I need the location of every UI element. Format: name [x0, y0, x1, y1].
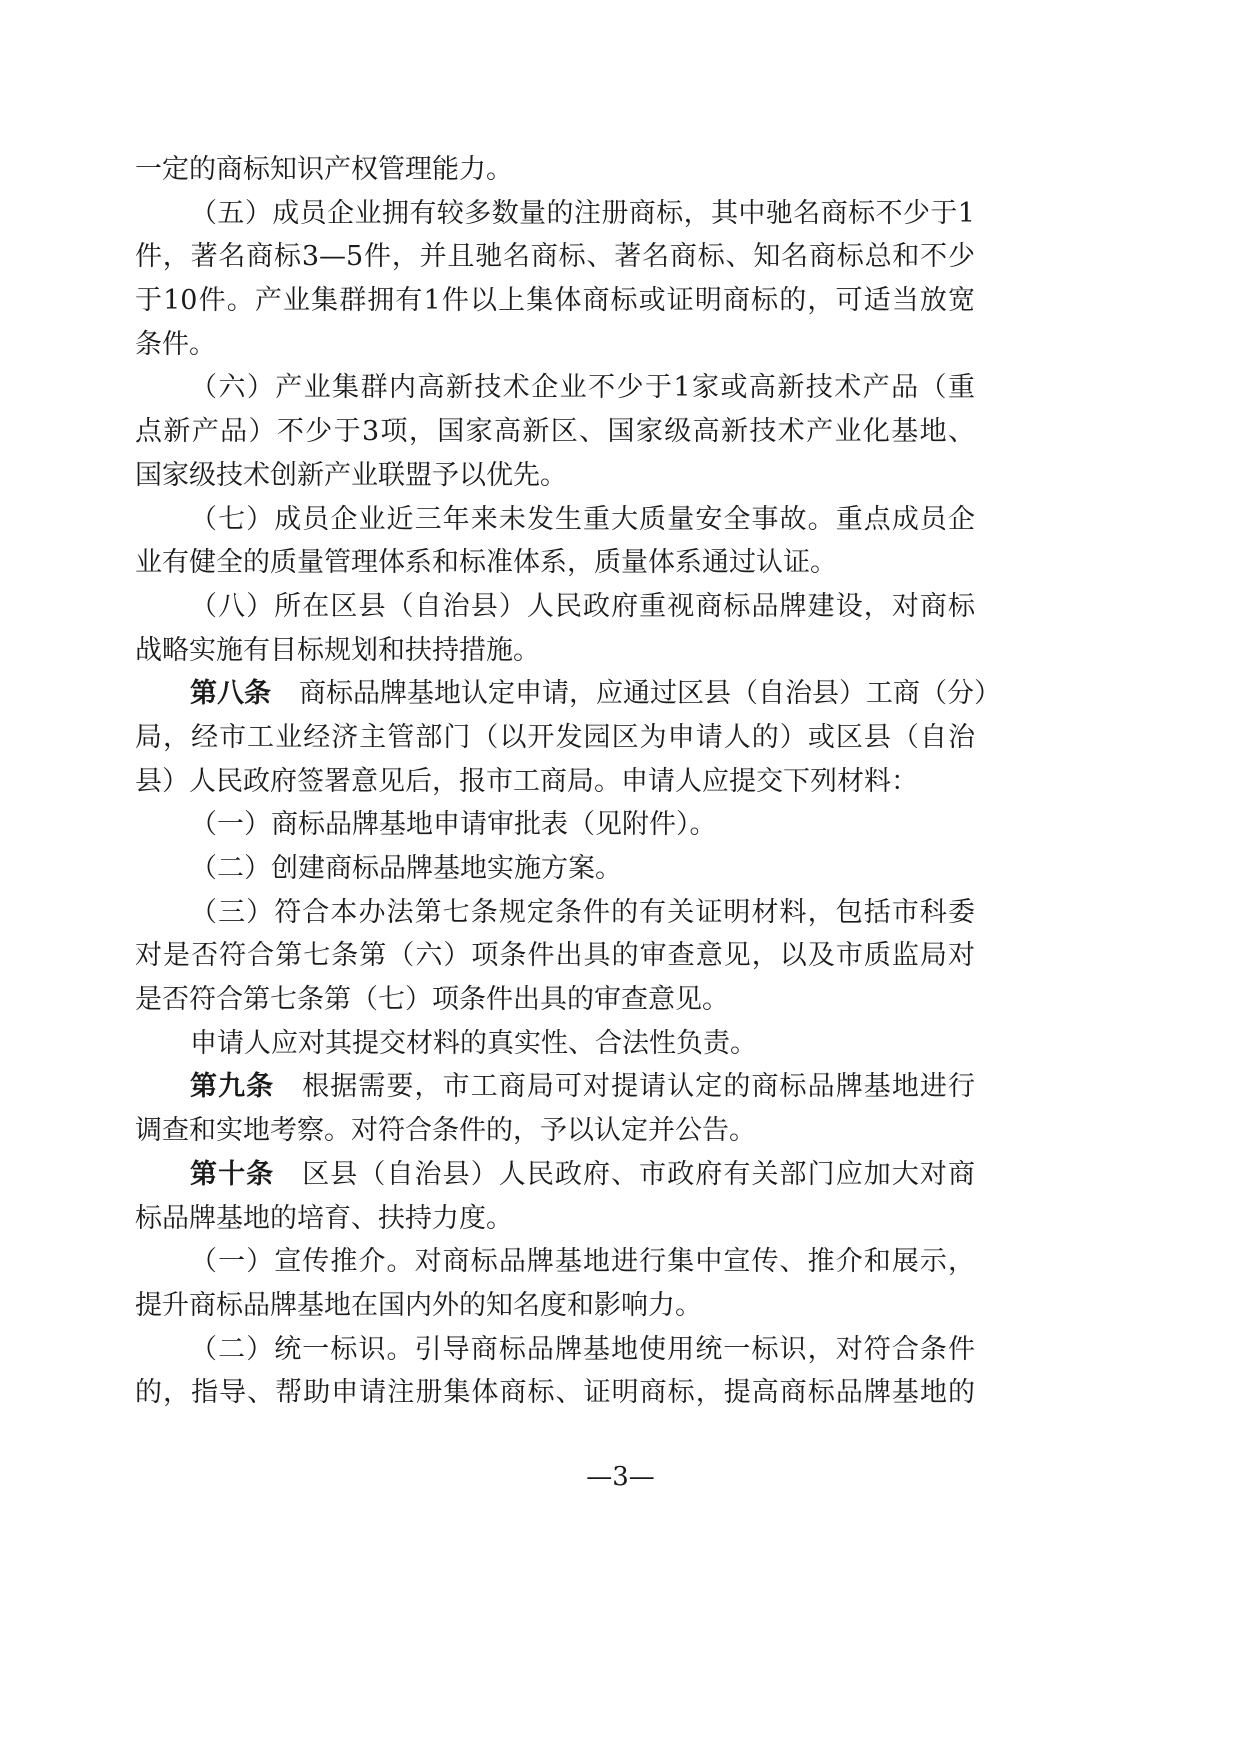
paragraph	[135, 192, 975, 367]
text-line	[135, 716, 975, 760]
text-line	[135, 1022, 975, 1066]
line-text: 于10件。产业集群拥有1件以上集体商标或证明商标的，可适当放宽	[135, 285, 975, 317]
line-text: 是否符合第七条第（七）项条件出具的审查意见。	[135, 984, 729, 1016]
paragraph	[135, 1240, 975, 1327]
line-text: （八）所在区县（自治县）人民政府重视商标品牌建设，对商标	[190, 590, 975, 622]
text-line	[135, 1284, 975, 1328]
text-line	[135, 148, 975, 192]
paragraph	[135, 803, 975, 847]
line-text: 提升商标品牌基地在国内外的知名度和影响力。	[135, 1289, 702, 1321]
line-text: 业有健全的质量管理体系和标准体系，质量体系通过认证。	[135, 547, 837, 579]
text-line	[135, 541, 975, 585]
text-line	[135, 410, 975, 454]
text-line	[135, 585, 975, 629]
text-line	[135, 498, 975, 542]
line-text: 条件。	[135, 328, 216, 360]
paragraph	[135, 672, 1001, 803]
text-line	[135, 1197, 975, 1241]
line-text: 对是否符合第七条第（六）项条件出具的审查意见，以及市质监局对	[135, 940, 975, 972]
text-line	[135, 192, 975, 236]
article-heading: 第十条	[190, 1158, 275, 1190]
text-line	[135, 1240, 975, 1284]
line-text: 的，指导、帮助申请注册集体商标、证明商标，提高商标品牌基地的	[135, 1377, 975, 1409]
page-number: —3—	[586, 1462, 655, 1492]
paragraph	[135, 1153, 975, 1240]
text-line	[135, 629, 975, 673]
text-line	[135, 323, 975, 367]
line-text: 县）人民政府签署意见后，报市工商局。申请人应提交下列材料：	[135, 765, 918, 797]
paragraph	[135, 1328, 975, 1415]
line-text: （二）创建商标品牌基地实施方案。	[190, 853, 622, 884]
paragraph	[135, 148, 975, 192]
text-line	[135, 934, 975, 978]
line-text: 点新产品）不少于3项，国家高新区、国家级高新技术产业化基地、	[135, 416, 975, 448]
paragraph	[135, 1022, 975, 1066]
line-text: 申请人应对其提交材料的真实性、合法性负责。	[190, 1027, 757, 1059]
text-line	[135, 672, 1001, 716]
line-text: （一）宣传推介。对商标品牌基地进行集中宣传、推介和展示，	[190, 1246, 975, 1278]
line-text: 局，经市工业经济主管部门（以开发园区为申请人的）或区县（自治	[135, 721, 975, 753]
text-line	[135, 1153, 975, 1197]
text-line	[135, 1371, 975, 1415]
paragraph	[135, 891, 975, 1022]
line-text: 商标品牌基地认定申请，应通过区县（自治县）工商（分）	[299, 678, 1001, 710]
text-line	[135, 1109, 975, 1153]
paragraph	[135, 366, 975, 497]
paragraph	[135, 1065, 975, 1152]
line-text: 根据需要，市工商局可对提请认定的商标品牌基地进行	[302, 1071, 976, 1103]
article-heading: 第八条	[190, 678, 271, 710]
paragraph	[135, 498, 975, 585]
line-text: 国家级技术创新产业联盟予以优先。	[135, 459, 567, 491]
text-line	[135, 891, 975, 935]
line-text: 标品牌基地的培育、扶持力度。	[135, 1202, 513, 1234]
text-line	[135, 760, 975, 804]
document-body	[135, 148, 1001, 1415]
article-heading: 第九条	[190, 1071, 275, 1103]
text-line	[135, 279, 975, 323]
line-text: （二）统一标识。引导商标品牌基地使用统一标识，对符合条件	[190, 1333, 975, 1365]
text-line	[135, 978, 975, 1022]
paragraph	[135, 847, 975, 891]
text-line	[135, 803, 975, 847]
line-text: （六）产业集群内高新技术企业不少于1家或高新技术产品（重	[190, 372, 975, 404]
text-line	[135, 235, 975, 279]
line-text: （五）成员企业拥有较多数量的注册商标，其中驰名商标不少于1	[190, 197, 975, 229]
paragraph	[135, 585, 975, 672]
line-text: （一）商标品牌基地申请审批表（见附件）。	[190, 809, 717, 841]
text-line	[135, 454, 975, 498]
line-text: （三）符合本办法第七条规定条件的有关证明材料，包括市科委	[190, 896, 975, 928]
line-text: 战略实施有目标规划和扶持措施。	[135, 634, 540, 666]
text-line	[135, 1065, 975, 1109]
text-line	[135, 366, 975, 410]
line-text: 区县（自治县）人民政府、市政府有关部门应加大对商	[302, 1158, 976, 1190]
text-line	[135, 1328, 975, 1372]
line-text: 件，著名商标3—5件，并且驰名商标、著名商标、知名商标总和不少	[135, 241, 975, 273]
text-line	[135, 847, 975, 891]
line-text: （七）成员企业近三年来未发生重大质量安全事故。重点成员企	[190, 503, 975, 535]
line-text: 调查和实地考察。对符合条件的，予以认定并公告。	[135, 1115, 756, 1147]
line-text: 一定的商标知识产权管理能力。	[135, 154, 513, 185]
